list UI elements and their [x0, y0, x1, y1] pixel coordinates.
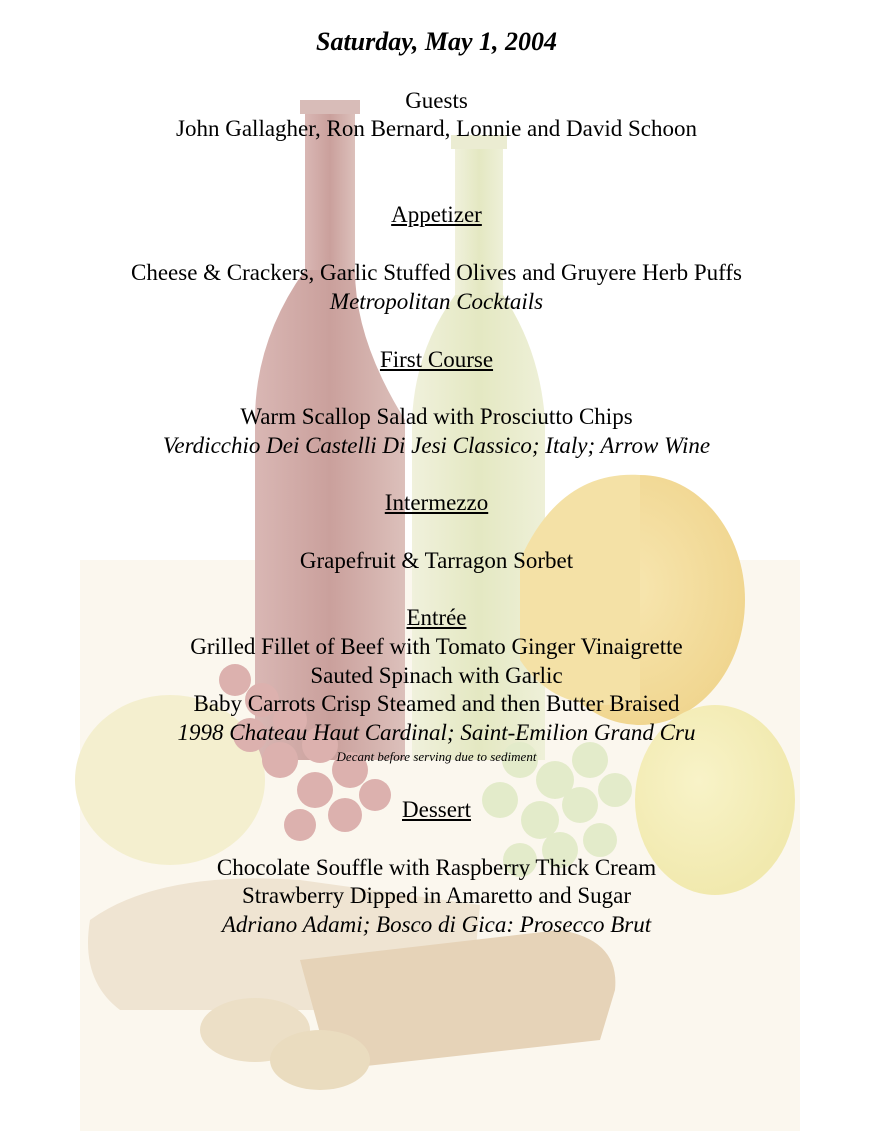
- first-course-heading: First Course: [379, 347, 494, 372]
- entree-heading: Entrée: [406, 605, 467, 630]
- dessert-heading: Dessert: [402, 797, 471, 822]
- intermezzo-dish: Grapefruit & Tarragon Sorbet: [299, 548, 574, 573]
- appetizer-heading: Appetizer: [391, 202, 482, 227]
- guests-heading: Guests: [405, 88, 468, 113]
- entree-dish: Baby Carrots Crisp Steamed and then Butter Braised: [193, 691, 680, 716]
- entree-dish: Sauted Spinach with Garlic: [310, 663, 563, 688]
- intermezzo-heading: Intermezzo: [384, 490, 489, 515]
- appetizer-drink: Metropolitan Cocktails: [329, 289, 544, 314]
- dessert-wine: Adriano Adami; Bosco di Gica: Prosecco Brut: [221, 912, 652, 937]
- entree-wine: 1998 Chateau Haut Cardinal; Saint-Emilion Grand Cru: [177, 720, 696, 745]
- first-course-dish: Warm Scallop Salad with Prosciutto Chips: [240, 404, 633, 429]
- entree-dish: Grilled Fillet of Beef with Tomato Ginger Vinaigrette: [190, 634, 683, 659]
- dessert-dish: Strawberry Dipped in Amaretto and Sugar: [242, 883, 631, 908]
- first-course-wine: Verdicchio Dei Castelli Di Jesi Classico; Italy; Arrow Wine: [162, 433, 711, 458]
- entree-wine-note: Decant before serving due to sediment: [336, 749, 537, 764]
- menu-date-title: Saturday, May 1, 2004: [316, 27, 557, 56]
- guests-names: John Gallagher, Ron Bernard, Lonnie and David Schoon: [176, 116, 697, 141]
- dessert-dish: Chocolate Souffle with Raspberry Thick Cream: [216, 855, 657, 880]
- appetizer-dish: Cheese & Crackers, Garlic Stuffed Olives and Gruyere Herb Puffs: [130, 260, 743, 285]
